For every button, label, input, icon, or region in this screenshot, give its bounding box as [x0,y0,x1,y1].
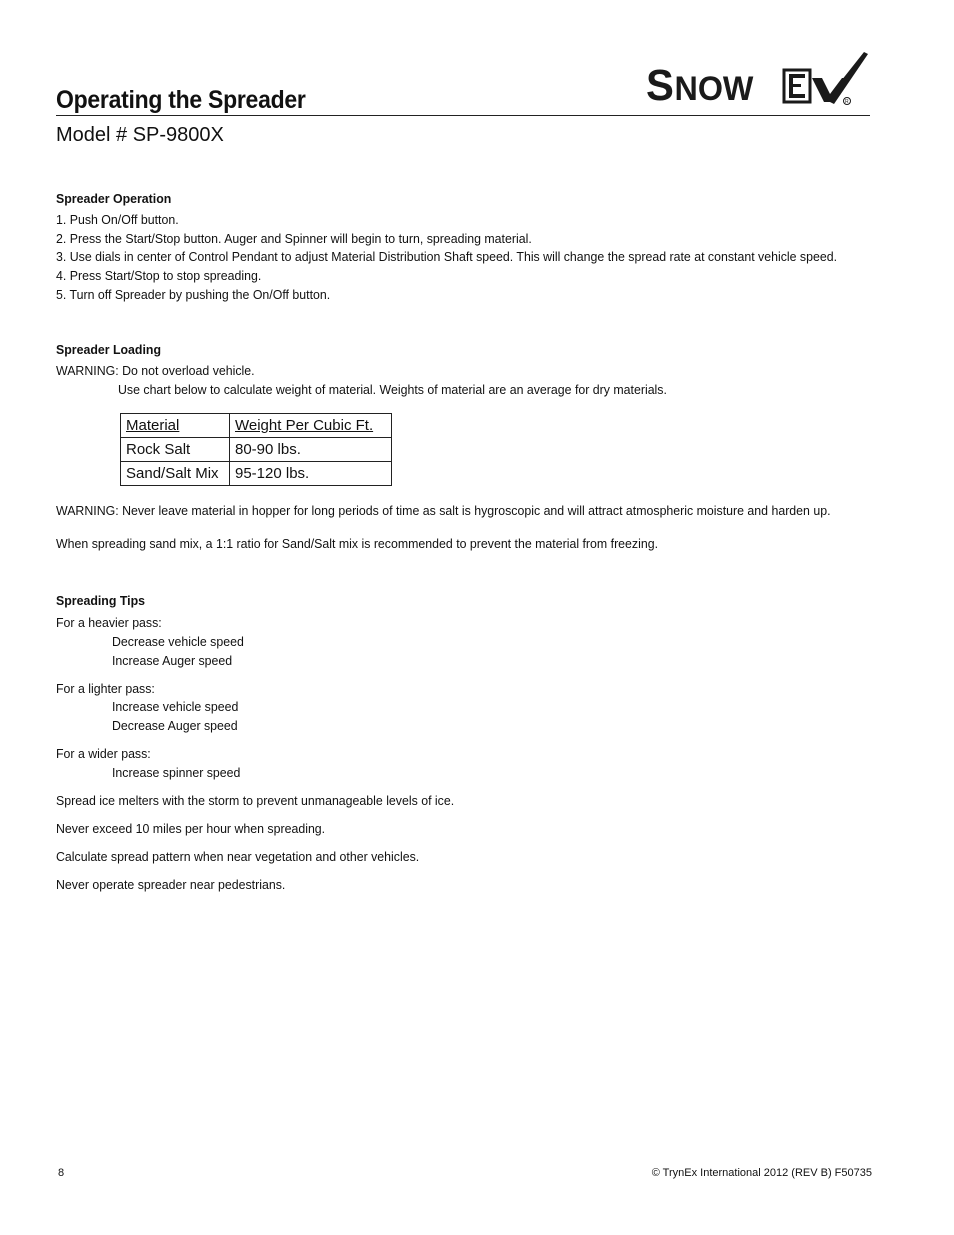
chart-instruction: Use chart below to calculate weight of material. Weights of material are an average for dry materials. [118,382,667,397]
table-cell: Sand/Salt Mix [121,462,230,486]
svg-text:NOW: NOW [674,70,754,108]
section-heading-loading: Spreader Loading [56,342,162,357]
tip-label-lighter: For a lighter pass: [56,681,155,696]
table-header-cell: Material [121,414,230,438]
copyright-notice: © TrynEx International 2012 (REV B) F50735 [651,1167,872,1179]
hygroscopic-warning: WARNING: Never leave material in hopper for long periods of time as salt is hygroscopic and will attract atmospheric moisture and harden up. [56,503,831,518]
table-row [121,438,392,462]
tip-item: Decrease Auger speed [112,718,238,733]
table-cell: 80-90 lbs. [230,438,392,462]
table-row [121,462,392,486]
table-header-row [121,414,392,438]
operation-step: 5. Turn off Spreader by pushing the On/Off button. [56,287,331,302]
table-header-cell: Weight Per Cubic Ft. [230,414,392,438]
svg-text:S: S [646,61,674,108]
tip-speed: Never exceed 10 miles per hour when spreading. [56,821,326,836]
tip-pattern: Calculate spread pattern when near vegetation and other vehicles. [56,849,420,864]
table-cell: Rock Salt [121,438,230,462]
operation-step: 3. Use dials in center of Control Pendant to adjust Material Distribution Shaft speed. This will change the spread rate at constant vehicle speed. [56,249,838,264]
title-rule [56,115,870,116]
section-heading-operation: Spreader Operation [56,191,172,206]
overload-warning: WARNING: Do not overload vehicle. [56,363,255,378]
sand-mix-note: When spreading sand mix, a 1:1 ratio for Sand/Salt mix is recommended to prevent the material from freezing. [56,536,659,551]
tip-label-heavier: For a heavier pass: [56,615,162,630]
tip-item: Decrease vehicle speed [112,634,244,649]
tip-item: Increase vehicle speed [112,699,239,714]
section-heading-tips: Spreading Tips [56,593,145,608]
tip-item: Increase Auger speed [112,653,233,668]
tip-label-wider: For a wider pass: [56,746,151,761]
table-cell: 95-120 lbs. [230,462,392,486]
svg-text:R: R [845,99,849,105]
tip-storm: Spread ice melters with the storm to prevent unmanageable levels of ice. [56,793,455,808]
material-weight-table [120,413,392,486]
operation-step: 4. Press Start/Stop to stop spreading. [56,268,262,283]
tip-pedestrians: Never operate spreader near pedestrians. [56,877,286,892]
model-number: Model # SP-9800X [56,124,224,146]
operation-step: 1. Push On/Off button. [56,212,179,227]
tip-item: Increase spinner speed [112,765,241,780]
operation-step: 2. Press the Start/Stop button. Auger and Spinner will begin to turn, spreading material. [56,231,532,246]
page-number: 8 [58,1167,65,1179]
snowex-logo [646,48,872,108]
page-title: Operating the Spreader [56,86,306,114]
